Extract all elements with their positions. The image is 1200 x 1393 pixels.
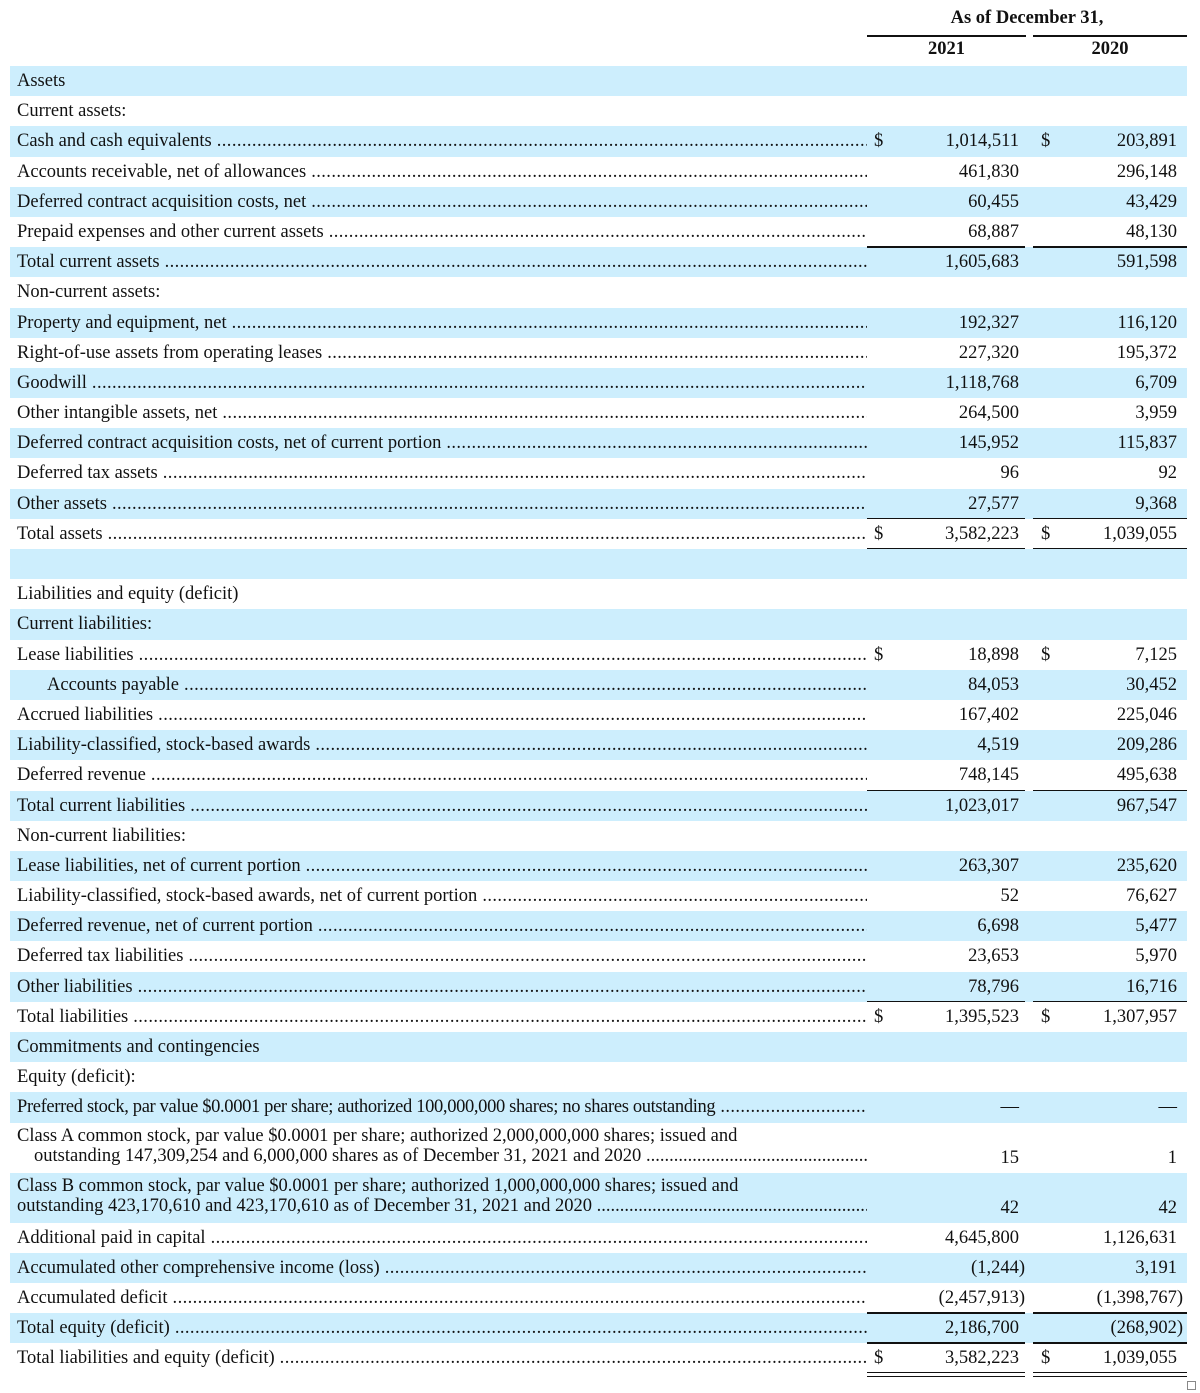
row-label (17, 277, 867, 307)
table-row (10, 428, 1187, 458)
row-label (17, 157, 867, 187)
row-label-text: Total liabilities ..... (17, 1007, 867, 1027)
row-label-text: Preferred stock, par value $0.0001 per share; authorized 100,000,000 shares; no shares outstanding ..... (17, 1097, 867, 1117)
row-label-text: Accumulated other comprehensive income (loss) ..... (17, 1258, 867, 1278)
value-2020: 115,837 (1117, 433, 1177, 454)
table-row (10, 217, 1187, 247)
table-row (10, 1092, 1187, 1122)
table-row (10, 1223, 1187, 1253)
value-2021: 96 (1000, 463, 1019, 484)
value-2021: 18,898 (968, 644, 1019, 665)
subtotal-rule (867, 1342, 1025, 1344)
value-2020: 43,429 (1126, 191, 1177, 212)
row-label (17, 368, 867, 398)
row-label-text: Current assets: (17, 101, 127, 122)
subtotal-rule (867, 518, 1025, 520)
row-label (17, 247, 867, 277)
subtotal-rule (867, 1001, 1025, 1003)
row-label-text: Total equity (deficit) ..... (17, 1318, 867, 1338)
row-label-text: Accumulated deficit ..... (17, 1288, 867, 1308)
total-double-rule (1033, 1372, 1187, 1377)
value-2021: 263,307 (958, 855, 1019, 876)
currency-symbol: $ (874, 1348, 884, 1369)
table-row (10, 609, 1187, 639)
value-2020: (1,398,767) (1096, 1287, 1183, 1308)
row-label-text: Assets (17, 71, 66, 91)
row-label (17, 1062, 867, 1092)
resize-handle-icon[interactable] (1187, 1381, 1196, 1390)
currency-symbol: $ (1041, 1348, 1051, 1369)
header-rule-2020 (1033, 35, 1187, 37)
table-row (10, 670, 1187, 700)
row-label (17, 881, 867, 911)
table-row (10, 730, 1187, 760)
row-label (17, 1123, 867, 1173)
currency-symbol: $ (874, 1006, 884, 1027)
subtotal-rule (867, 246, 1025, 248)
row-label-text: Deferred contract acquisition costs, net ..... (17, 192, 867, 212)
table-row (10, 1032, 1187, 1062)
row-label-text: Cash and cash equivalents ..... (17, 131, 867, 151)
value-2020: 5,970 (1135, 946, 1177, 967)
table-row (10, 851, 1187, 881)
row-label (17, 730, 867, 760)
value-2020: 48,130 (1126, 221, 1177, 242)
value-2020: 195,372 (1116, 342, 1177, 363)
currency-symbol: $ (874, 523, 884, 544)
row-label (17, 791, 867, 821)
row-label-text: Right-of-use assets from operating leases ..... (17, 343, 867, 363)
currency-symbol: $ (1041, 1006, 1051, 1027)
value-2021: (2,457,913) (938, 1287, 1025, 1308)
table-row (10, 549, 1187, 579)
table-row (10, 398, 1187, 428)
row-label (17, 1223, 867, 1253)
value-2020: 3,191 (1135, 1257, 1177, 1278)
value-2020: 1,307,957 (1103, 1006, 1177, 1027)
value-2020: 116,120 (1117, 312, 1177, 333)
row-label-line2: outstanding 423,170,610 and 423,170,610 as of December 31, 2021 and 2020 ..... (17, 1196, 867, 1216)
row-label (17, 66, 867, 96)
table-row (10, 881, 1187, 911)
table-row (10, 126, 1187, 156)
row-label-text: Total current assets ..... (17, 252, 867, 272)
table-row (10, 700, 1187, 730)
row-label-text: Total assets ..... (17, 524, 867, 544)
value-2020: 6,709 (1135, 372, 1177, 393)
balance-sheet-table (10, 66, 1187, 1374)
value-2020: 42 (1158, 1197, 1177, 1218)
row-label (17, 1283, 867, 1313)
table-row (10, 308, 1187, 338)
table-row (10, 1123, 1187, 1173)
row-label (17, 1173, 867, 1223)
value-2021: 4,519 (977, 735, 1019, 756)
row-label-text: Deferred tax assets ..... (17, 463, 867, 483)
row-label-text: Prepaid expenses and other current assets ..... (17, 222, 867, 242)
table-row (10, 1002, 1187, 1032)
row-label (17, 338, 867, 368)
value-2021: 3,582,223 (945, 523, 1019, 544)
subtotal-rule (1033, 790, 1187, 792)
table-row (10, 791, 1187, 821)
value-2021: 1,023,017 (945, 795, 1019, 816)
value-2021: 3,582,223 (945, 1348, 1019, 1369)
table-row (10, 489, 1187, 519)
subtotal-rule (1033, 518, 1187, 520)
row-label (17, 1002, 867, 1032)
table-row (10, 1253, 1187, 1283)
currency-symbol: $ (1041, 644, 1051, 665)
row-label-text: Non-current liabilities: (17, 825, 187, 846)
value-2021: 264,500 (958, 403, 1019, 424)
value-2020: 1,039,055 (1103, 523, 1177, 544)
table-row (10, 338, 1187, 368)
row-label (17, 217, 867, 247)
value-2020: 1,126,631 (1103, 1227, 1177, 1248)
row-label (17, 428, 867, 458)
row-label (17, 609, 867, 639)
row-label (17, 579, 867, 609)
row-label (17, 398, 867, 428)
table-row (10, 821, 1187, 851)
row-label-text: Commitments and contingencies (17, 1037, 260, 1057)
value-2021: 461,830 (958, 161, 1019, 182)
total-double-rule (867, 1372, 1025, 1377)
row-label (17, 1343, 867, 1373)
value-2020: 203,891 (1116, 131, 1177, 152)
row-label-text: Property and equipment, net ..... (17, 313, 867, 333)
currency-symbol: $ (1041, 523, 1051, 544)
row-label (17, 972, 867, 1002)
currency-symbol: $ (874, 644, 884, 665)
table-row (10, 760, 1187, 790)
table-row (10, 941, 1187, 971)
row-label (17, 941, 867, 971)
value-2020: 225,046 (1116, 704, 1177, 725)
value-2020: 5,477 (1135, 916, 1177, 937)
value-2020: 209,286 (1116, 735, 1177, 756)
row-label-text: Accounts payable ..... (17, 675, 867, 695)
row-label-text: Deferred revenue ..... (17, 765, 867, 785)
header-year-2020: 2020 (1091, 39, 1129, 59)
header-rule-2021 (867, 35, 1026, 37)
value-2020: 235,620 (1116, 855, 1177, 876)
value-2020: 591,598 (1116, 252, 1177, 273)
value-2021: 84,053 (968, 674, 1019, 695)
header-title: As of December 31, (950, 8, 1104, 28)
row-label-text: Other assets ..... (17, 494, 867, 514)
table-row (10, 277, 1187, 307)
row-label-text: Lease liabilities, net of current portion ..... (17, 856, 867, 876)
table-row (10, 579, 1187, 609)
table-row (10, 458, 1187, 488)
value-2020: 296,148 (1116, 161, 1177, 182)
value-2021: — (1000, 1097, 1019, 1118)
table-row (10, 247, 1187, 277)
value-2021: 60,455 (968, 191, 1019, 212)
row-label-line1: Class A common stock, par value $0.0001 per share; authorized 2,000,000,000 shares; issued and (17, 1125, 738, 1146)
row-label (17, 1253, 867, 1283)
value-2021: 1,014,511 (945, 131, 1019, 152)
value-2020: 30,452 (1126, 674, 1177, 695)
table-row (10, 640, 1187, 670)
row-label-text: Goodwill ..... (17, 373, 867, 393)
value-2020: — (1158, 1097, 1177, 1118)
header-year-2021: 2021 (928, 39, 965, 59)
row-label-text: Liabilities and equity (deficit) (17, 584, 239, 605)
table-row (10, 1313, 1187, 1343)
row-label (17, 821, 867, 851)
row-label (17, 1313, 867, 1343)
row-label-text: Liability-classified, stock-based awards, net of current portion ..... (17, 886, 867, 906)
value-2021: 4,645,800 (945, 1227, 1019, 1248)
value-2021: 78,796 (968, 976, 1019, 997)
row-label (17, 549, 867, 579)
row-label-text: Deferred revenue, net of current portion ..... (17, 916, 867, 936)
row-label-text: Liability-classified, stock-based awards ..... (17, 735, 867, 755)
value-2021: 68,887 (968, 221, 1019, 242)
row-label (17, 126, 867, 156)
value-2021: (1,244) (971, 1257, 1025, 1278)
row-label (17, 489, 867, 519)
value-2021: 748,145 (958, 765, 1019, 786)
table-row (10, 157, 1187, 187)
subtotal-rule (867, 1312, 1025, 1314)
row-label (17, 670, 867, 700)
table-row (10, 187, 1187, 217)
row-label-text: Equity (deficit): (17, 1067, 136, 1088)
value-2021: 145,952 (958, 433, 1019, 454)
value-2020: (268,902) (1110, 1318, 1183, 1339)
subtotal-rule (1033, 1001, 1187, 1003)
table-row (10, 972, 1187, 1002)
row-label-text: Other intangible assets, net ..... (17, 403, 867, 423)
value-2021: 27,577 (968, 493, 1019, 514)
subtotal-rule (867, 790, 1025, 792)
table-row (10, 911, 1187, 941)
value-2020: 16,716 (1126, 976, 1177, 997)
subtotal-rule (1033, 1342, 1187, 1344)
value-2020: 1,039,055 (1103, 1348, 1177, 1369)
row-label (17, 308, 867, 338)
row-label (17, 700, 867, 730)
currency-symbol: $ (1041, 131, 1051, 152)
row-label (17, 1092, 867, 1122)
value-2021: 1,395,523 (945, 1006, 1019, 1027)
row-label (17, 851, 867, 881)
table-row (10, 368, 1187, 398)
value-2021: 1,118,768 (945, 372, 1019, 393)
value-2021: 192,327 (958, 312, 1019, 333)
row-label (17, 96, 867, 126)
subtotal-rule (1033, 246, 1187, 248)
row-label-text: Other liabilities ..... (17, 977, 867, 997)
table-row (10, 66, 1187, 96)
value-2021: 227,320 (958, 342, 1019, 363)
value-2021: 6,698 (977, 916, 1019, 937)
value-2020: 7,125 (1135, 644, 1177, 665)
value-2020: 76,627 (1126, 886, 1177, 907)
row-label (17, 1032, 867, 1062)
row-label-text: Deferred tax liabilities ..... (17, 946, 867, 966)
value-2021: 52 (1000, 886, 1019, 907)
value-2020: 1 (1167, 1147, 1177, 1168)
value-2021: 167,402 (958, 704, 1019, 725)
table-row (10, 1062, 1187, 1092)
row-label (17, 640, 867, 670)
row-label (17, 519, 867, 549)
value-2020: 3,959 (1135, 403, 1177, 424)
table-row (10, 1343, 1187, 1373)
value-2021: 1,605,683 (945, 252, 1019, 273)
row-label-text: Lease liabilities ..... (17, 645, 867, 665)
row-label-text: Accounts receivable, net of allowances ..... (17, 162, 867, 182)
row-label-text: Deferred contract acquisition costs, net of current portion ..... (17, 433, 867, 453)
value-2021: 42 (1000, 1197, 1019, 1218)
value-2020: 967,547 (1116, 795, 1177, 816)
row-label-line1: Class B common stock, par value $0.0001 per share; authorized 1,000,000,000 shares; issued and (17, 1175, 739, 1196)
value-2020: 92 (1158, 463, 1177, 484)
subtotal-rule (1033, 1312, 1187, 1314)
table-row (10, 1173, 1187, 1223)
row-label-text: Total current liabilities ..... (17, 796, 867, 816)
row-label (17, 187, 867, 217)
column-header (867, 0, 1187, 66)
row-label (17, 458, 867, 488)
table-row (10, 519, 1187, 549)
row-label (17, 760, 867, 790)
value-2021: 23,653 (968, 946, 1019, 967)
row-label (17, 911, 867, 941)
value-2021: 2,186,700 (945, 1318, 1019, 1339)
row-label-text: Non-current assets: (17, 282, 161, 303)
row-label-text: Accrued liabilities ..... (17, 705, 867, 725)
row-label-text: Total liabilities and equity (deficit) ..... (17, 1348, 867, 1368)
row-label-line2: outstanding 147,309,254 and 6,000,000 shares as of December 31, 2021 and 2020 ..... (17, 1146, 867, 1166)
value-2020: 9,368 (1135, 493, 1177, 514)
currency-symbol: $ (874, 131, 884, 152)
row-label-text: Additional paid in capital ..... (17, 1228, 867, 1248)
row-label-text: Current liabilities: (17, 614, 153, 635)
value-2021: 15 (1000, 1147, 1019, 1168)
table-row (10, 1283, 1187, 1313)
value-2020: 495,638 (1116, 765, 1177, 786)
table-row (10, 96, 1187, 126)
